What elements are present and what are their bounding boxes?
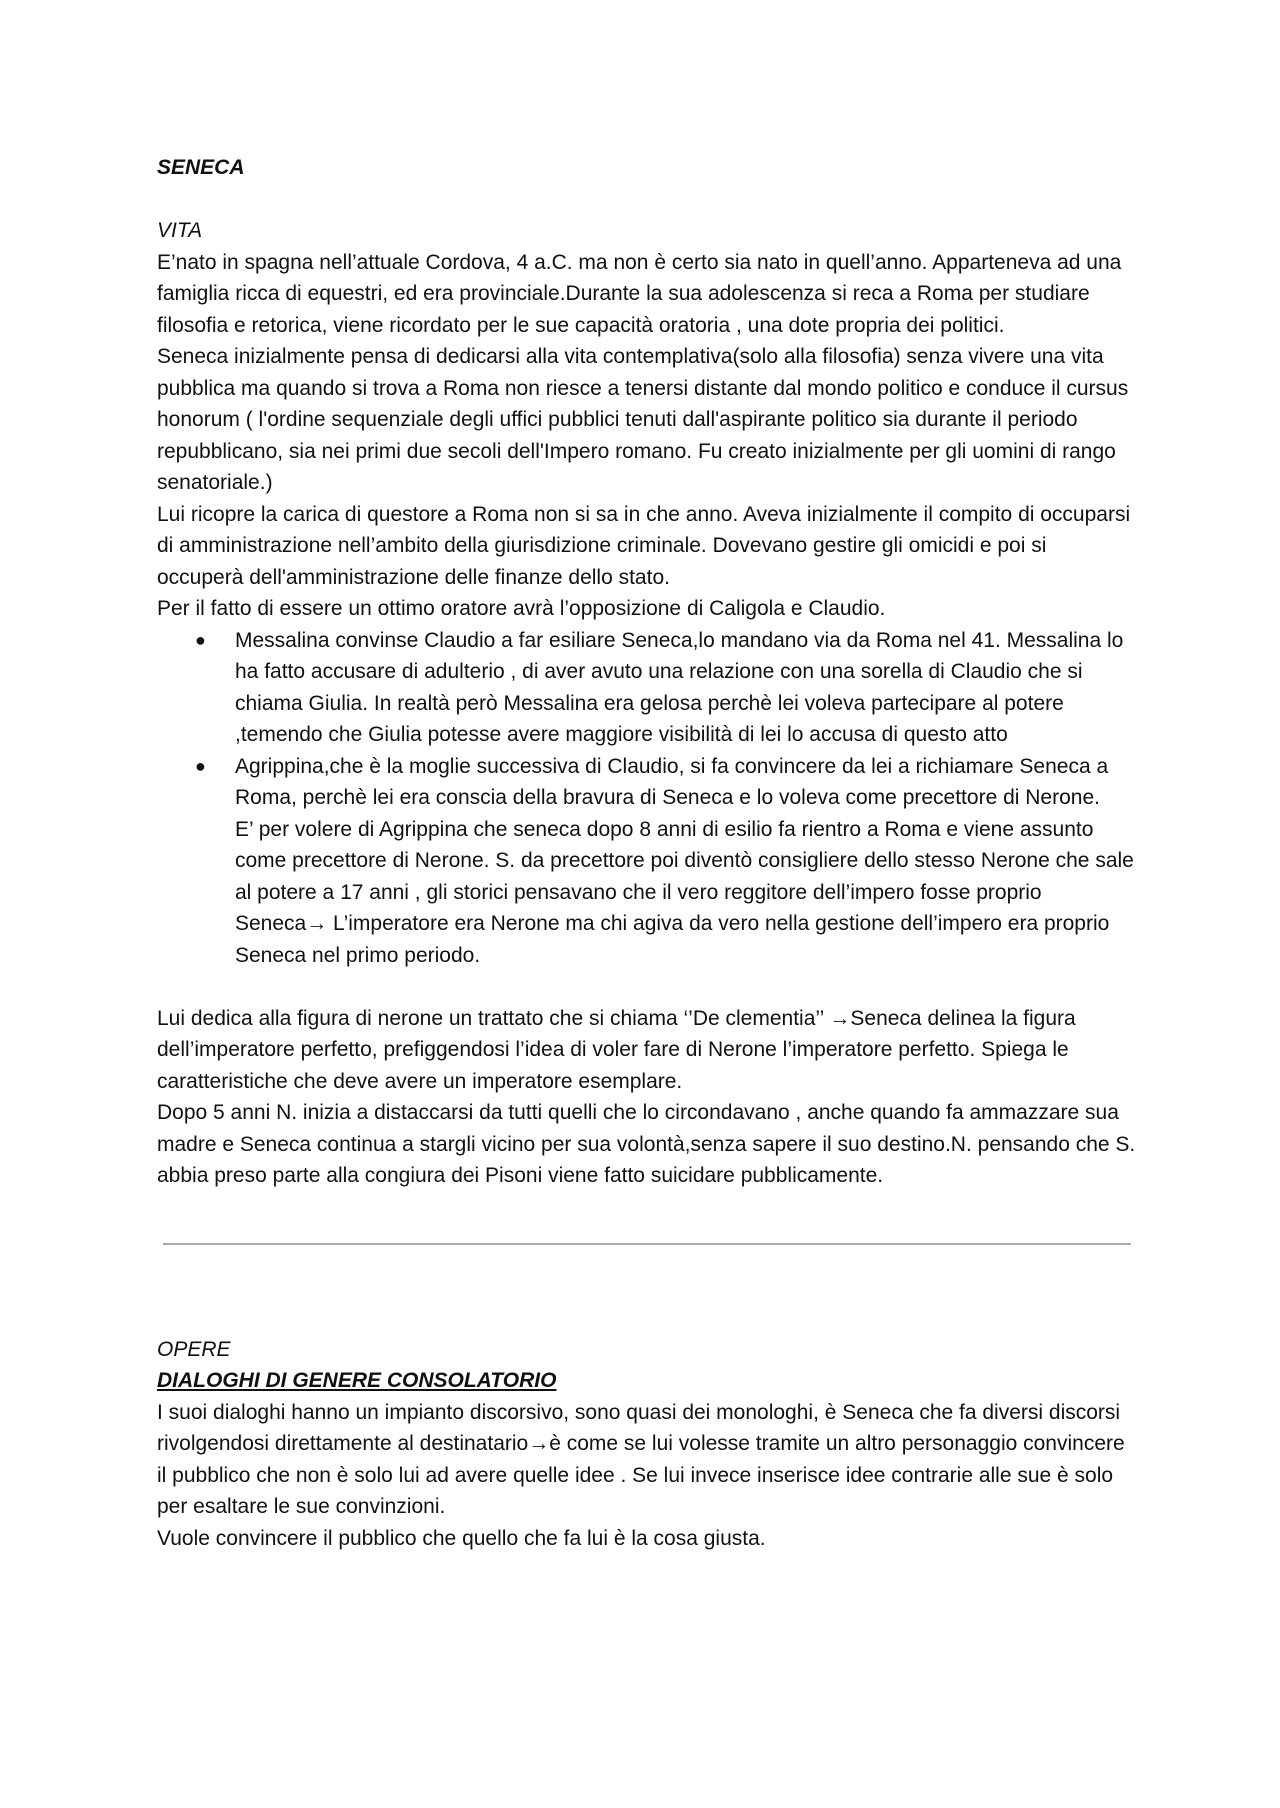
vita-paragraph-2: Seneca inizialmente pensa di dedicarsi alla vita contemplativa(solo alla filosofia) senza vivere una vita pubblica ma quando si trova a Roma non riesce a tenersi distante dal mondo politico e conduce il cursus honorum ( l'ordine sequenziale degli uffici pubblici tenuti dall'aspirante politico sia durante il periodo repubblicano, sia nei primi due secoli dell'Impero romano. Fu creato inizialmente per gli uomini di rango senatoriale.) bbox=[157, 345, 1129, 494]
vita-paragraph-1: E’nato in spagna nell’attuale Cordova, 4 a.C. ma non è certo sia nato in quell’anno. Appartenevа ad una famiglia ricca di equestri, ed era provinciale.Durante la sua adolescenza si reca a Roma per studiare filosofia e retorica, viene ricordato per le sue capacità oratoria , una dote propria dei politici. bbox=[157, 250, 1122, 337]
bullet-dot-icon: ● bbox=[195, 629, 206, 650]
subheading-dialoghi: DIALOGHI DI GENERE CONSOLATORIO bbox=[157, 1369, 557, 1392]
bullet-text: Messalina convinse Claudio a far esiliare Seneca,lo mandano via da Roma nel 41. Messalina lo ha fatto accusare di adulterio , di aver avuto una relazione con una sorella di Claudio che si chiama Giulia. In realtà però Messalina era gelosa perchè lei voleva partecipare al potere ,temendo che Giulia potesse avere maggiore visibilità di lei lo accusa di questo atto bbox=[235, 628, 1124, 746]
horizontal-divider bbox=[163, 1243, 1131, 1245]
vita-paragraph-3: Lui ricopre la carica di questore a Roma non si sa in che anno. Aveva inizialmente il compito di occuparsi di amministrazione nell’ambito della giurisdizione criminale. Dovevano gestire gli omicidi e poi si occuperà dell'amministrazione delle finanze dello stato. bbox=[157, 502, 1131, 589]
blank-line bbox=[157, 971, 1137, 1003]
vita-paragraph-4: Per il fatto di essere un ottimo oratore avrà l’opposizione di Caligola e Claudio. bbox=[157, 597, 886, 620]
section-label-opere: OPERE bbox=[157, 1337, 231, 1361]
vita-after-paragraph-1: Lui dedica alla figura di nerone un trattato che si chiama ‘’De clementia’’ →Seneca delinea la figura dell’imperatore perfetto, prefiggendosi l’idea di voler fare di Nerone l’imperatore perfetto. Spiega le caratteristiche che deve avere un imperatore esemplare. bbox=[157, 1006, 1076, 1093]
document-page bbox=[157, 152, 1137, 1554]
bullet-text-continued: E’ per volere di Agrippina che seneca dopo 8 anni di esilio fa rientro a Roma e viene assunto come precettore di Nerone. S. da precettore poi diventò consigliere dello stesso Nerone che sale al potere a 17 anni , gli storici pensavano che il vero reggitore dell’impero fosse proprio Seneca→ L’imperatore era Nerone ma chi agiva da vero nella gestione dell’impero era proprio Seneca nel primo periodo. bbox=[235, 817, 1134, 967]
bullet-item-messalina bbox=[157, 625, 1137, 751]
divider-block bbox=[157, 1192, 1137, 1334]
blank-line bbox=[157, 184, 1137, 216]
document-title: SENECA bbox=[157, 156, 245, 179]
bullet-dot-icon: ● bbox=[195, 755, 206, 776]
opere-paragraph-2: Vuole convincere il pubblico che quello che fa lui è la cosa giusta. bbox=[157, 1526, 766, 1550]
bullet-item-agrippina bbox=[157, 751, 1137, 972]
vita-after-paragraph-2: Dopo 5 anni N. inizia a distaccarsi da tutti quelli che lo circondavano , anche quando fa ammazzare sua madre e Seneca continua a stargli vicino per sua volontà,senza sapere il suo destino.N. pensando che S. abbia preso parte alla congiura dei Pisoni viene fatto suicidare pubblicamente. bbox=[157, 1101, 1136, 1187]
opere-paragraph-1: I suoi dialoghi hanno un impianto discorsivo, sono quasi dei monologhi, è Seneca che fa diversi discorsi rivolgendosi direttamente al destinatario→è come se lui volesse tramite un altro personaggio convincere il pubblico che non è solo lui ad avere quelle idee . Se lui invece inserisce idee contrarie alle sue è solo per esaltare le sue convinzioni. bbox=[157, 1400, 1125, 1518]
bullet-list bbox=[157, 625, 1137, 972]
bullet-text: Agrippina,che è la moglie successiva di Claudio, si fa convincere da lei a richiamare Seneca a Roma, perchè lei era conscia della bravura di Seneca e lo voleva come precettore di Nerone. bbox=[235, 754, 1109, 809]
section-label-vita: VITA bbox=[157, 219, 203, 242]
